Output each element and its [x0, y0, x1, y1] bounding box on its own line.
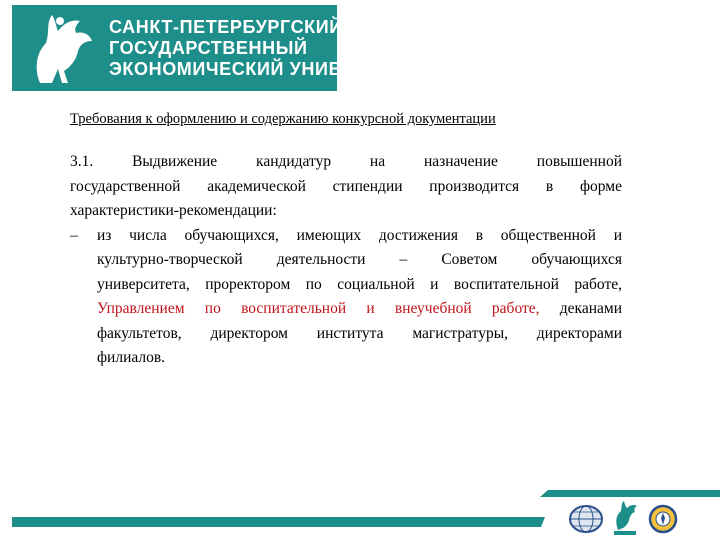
slide-body — [70, 150, 622, 371]
list-item-line-4 — [97, 297, 622, 322]
list-item-line-4-tail: деканами — [559, 300, 622, 317]
list-item-line-2: культурно-творческой деятельности – Советом обучающихся — [97, 251, 622, 268]
list-item-line-5: факультетов, директором института магистратуры, директорами — [97, 324, 622, 342]
university-name-line-1: САНКТ-ПЕТЕРБУРГСКИЙ — [109, 17, 343, 37]
list-item-line-1: из числа обучающихся, имеющих достижения в общественной и — [97, 226, 622, 244]
university-name-line-3: ЭКОНОМИЧЕСКИЙ УНИВЕРСИТЕТ — [109, 59, 430, 79]
slide-title: Требования к оформлению и содержанию конкурсной документации — [70, 111, 496, 127]
university-header-banner — [12, 5, 430, 91]
seal-emblem-icon — [648, 504, 678, 534]
university-name-line-2: ГОСУДАРСТВЕННЫЙ — [109, 38, 308, 58]
paragraph-line-2: государственной академической стипендии производится в форме — [70, 177, 622, 195]
list-dash: – — [70, 226, 78, 244]
list-item — [70, 224, 622, 371]
globe-emblem-icon — [568, 504, 604, 534]
highlighted-department: Управлением по воспитательной и внеучебной работе, — [97, 300, 540, 317]
paragraph-line-1: 3.1. Выдвижение кандидатур на назначение повышенной — [70, 153, 622, 170]
paragraph-line-3: характеристики-рекомендации: — [70, 202, 277, 219]
university-name — [109, 17, 430, 80]
footer-stripe-upper — [540, 490, 720, 497]
griffin-logo-icon — [22, 9, 102, 87]
list-item-line-6: филиалов. — [97, 349, 166, 366]
griffin-emblem-icon — [610, 500, 640, 536]
footer-stripe-lower — [12, 517, 545, 527]
list-item-line-3: университета, проректором по социальной и воспитательной работе, — [97, 275, 622, 293]
